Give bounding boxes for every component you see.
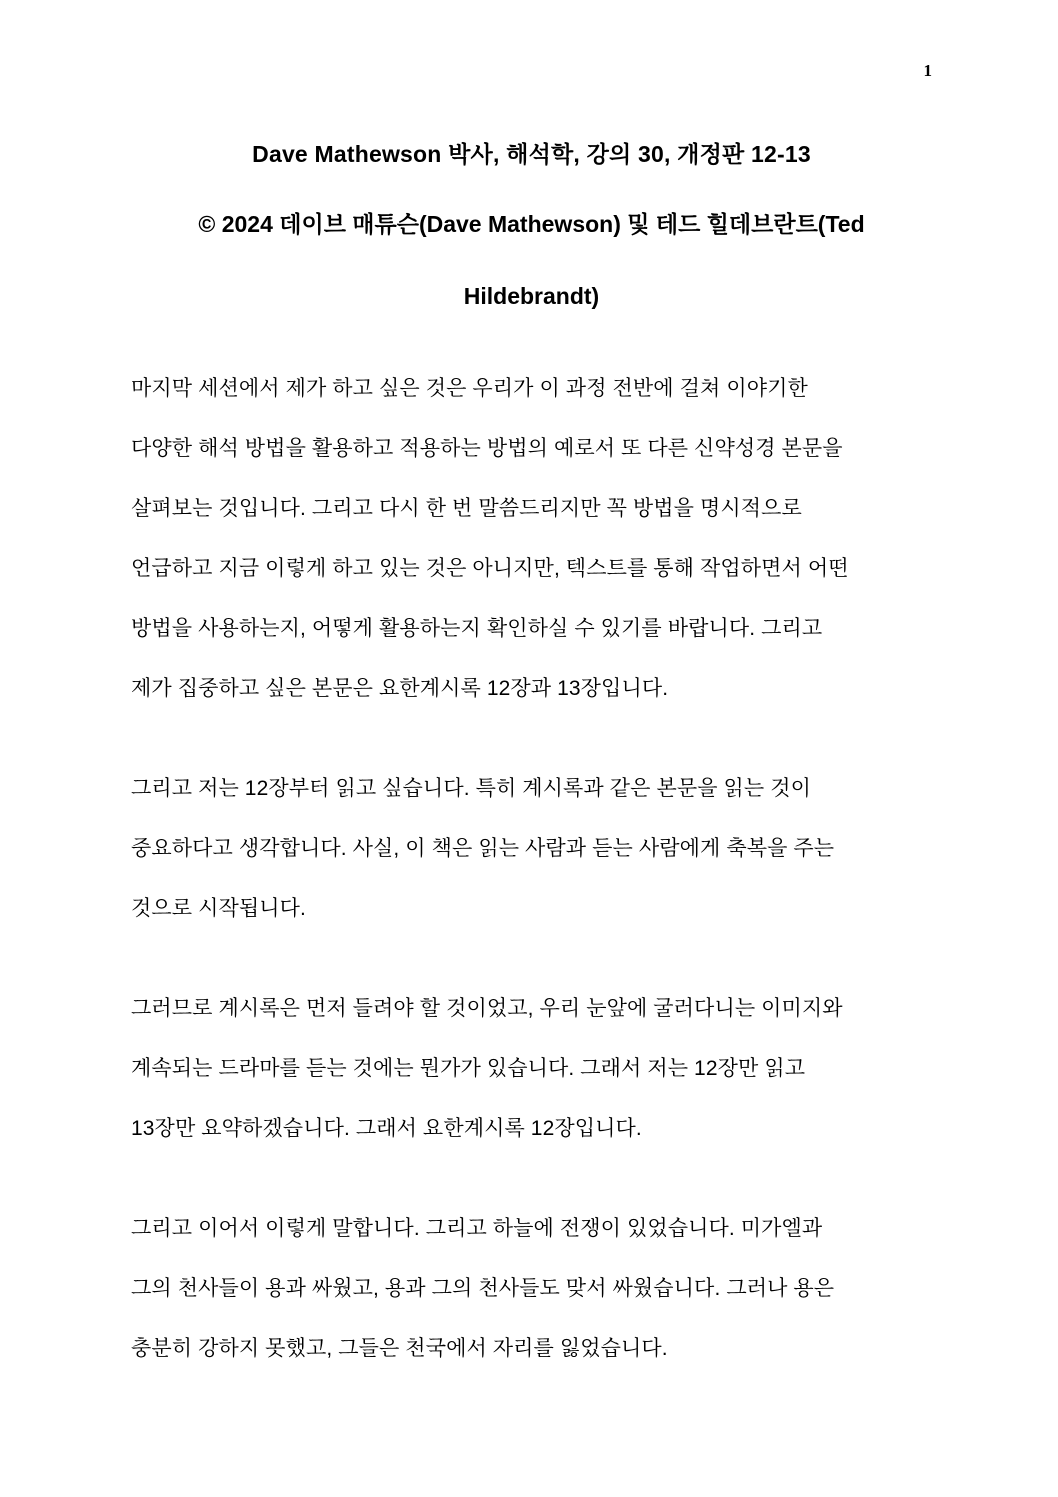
text-line: 언급하고 지금 이렇게 하고 있는 것은 아니지만, 텍스트를 통해 작업하면서 어떤 bbox=[131, 557, 849, 580]
text-line: 계속되는 드라마를 듣는 것에는 뭔가가 있습니다. 그래서 저는 12장만 읽고 bbox=[131, 1057, 806, 1080]
text-line: 중요하다고 생각합니다. 사실, 이 책은 읽는 사람과 듣는 사람에게 축복을 주는 bbox=[131, 837, 835, 860]
text-line: 그의 천사들이 용과 싸웠고, 용과 그의 천사들도 맞서 싸웠습니다. 그러나 용은 bbox=[131, 1277, 835, 1300]
copyright bbox=[131, 188, 932, 332]
text-line: 것으로 시작됩니다. bbox=[131, 897, 306, 920]
document-title: Dave Mathewson 박사, 해석학, 강의 30, 개정판 12-13 bbox=[252, 141, 811, 167]
document-body bbox=[131, 359, 932, 1379]
copyright-text-line: © 2024 데이브 매튜슨(Dave Mathewson) 및 테드 힐데브란트(Ted bbox=[198, 211, 865, 237]
paragraph bbox=[131, 359, 932, 719]
text-line: 13장만 요약하겠습니다. 그래서 요한계시록 12장입니다. bbox=[131, 1117, 642, 1140]
text-line: 다양한 해석 방법을 활용하고 적용하는 방법의 예로서 또 다른 신약성경 본문을 bbox=[131, 437, 843, 460]
paragraph bbox=[131, 759, 932, 939]
text-line: 마지막 세션에서 제가 하고 싶은 것은 우리가 이 과정 전반에 걸쳐 이야기한 bbox=[131, 377, 808, 400]
text-line: 제가 집중하고 싶은 본문은 요한계시록 12장과 13장입니다. bbox=[131, 677, 669, 700]
text-line: 그러므로 계시록은 먼저 들려야 할 것이었고, 우리 눈앞에 굴러다니는 이미지와 bbox=[131, 997, 843, 1020]
text-line: 살펴보는 것입니다. 그리고 다시 한 번 말씀드리지만 꼭 방법을 명시적으로 bbox=[131, 497, 802, 520]
paragraph bbox=[131, 1199, 932, 1379]
text-line: 충분히 강하지 못했고, 그들은 천국에서 자리를 잃었습니다. bbox=[131, 1337, 668, 1360]
paragraph bbox=[131, 979, 932, 1159]
text-line: 그리고 이어서 이렇게 말합니다. 그리고 하늘에 전쟁이 있었습니다. 미가엘과 bbox=[131, 1217, 823, 1240]
text-line: 방법을 사용하는지, 어떻게 활용하는지 확인하실 수 있기를 바랍니다. 그리고 bbox=[131, 617, 823, 640]
copyright-text-line: Hildebrandt) bbox=[463, 283, 600, 309]
text-line: 그리고 저는 12장부터 읽고 싶습니다. 특히 계시록과 같은 본문을 읽는 것이 bbox=[131, 777, 812, 800]
page-number: 1 bbox=[923, 61, 932, 80]
